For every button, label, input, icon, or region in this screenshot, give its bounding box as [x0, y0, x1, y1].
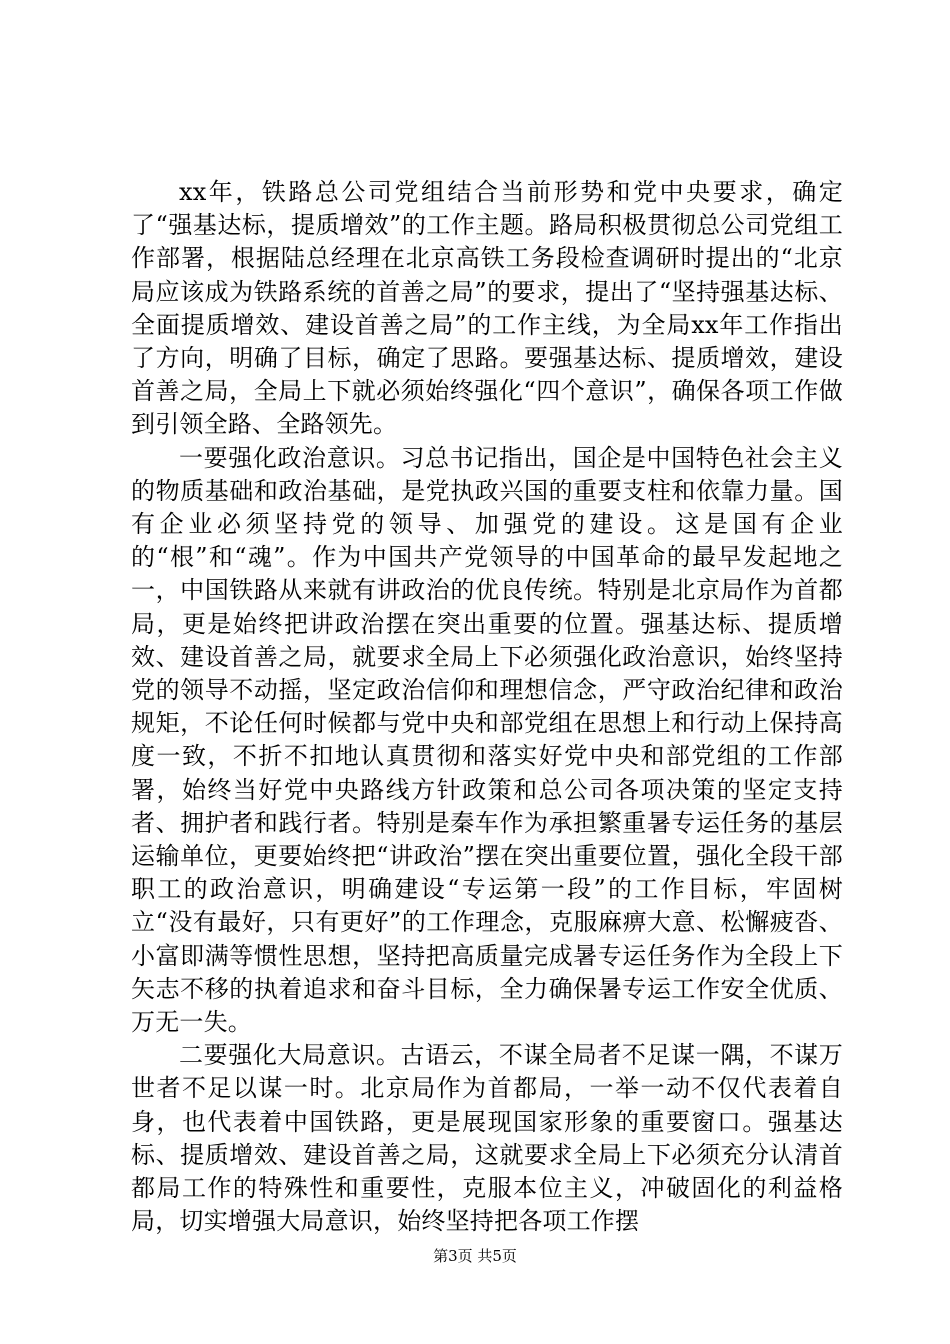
paragraph-2: 一要强化政治意识。习总书记指出，国企是中国特色社会主义的物质基础和政治基础，是党执政兴国的重要支柱和依靠力量。国有企业必须坚持党的领导、加强党的建设。这是国有企业的“根”和“魂”。作为中国共产党领导的中国革命的最早发起地之一，中国铁路从来就有讲政治的优良传统。特别是北京局作为首都局，更是始终把讲政治摆在突出重要的位置。强基达标、提质增效、建设首善之局，就要求全局上下必须强化政治意识，始终坚持党的领导不动摇，坚定政治信仰和理想信念，严守政治纪律和政治规矩，不论任何时候都与党中央和部党组在思想上和行动上保持高度一致，不折不扣地认真贯彻和落实好党中央和部党组的工作部署，始终当好党中央路线方针政策和总公司各项决策的坚定支持者、拥护者和践行者。特别是秦车作为承担繁重暑专运任务的基层运输单位，更要始终把“讲政治”摆在突出重要位置，强化全段干部职工的政治意识，明确建设“专运第一段”的工作目标，牢固树立“没有最好，只有更好”的工作理念，克服麻痹大意、松懈疲沓、小富即满等惯性思想，坚持把高质量完成暑专运任务作为全段上下矢志不移的执着追求和奋斗目标，全力确保暑专运工作安全优质、万无一失。 — [131, 443, 843, 1037]
paragraph-3: 二要强化大局意识。古语云，不谋全局者不足谋一隅，不谋万世者不足以谋一时。北京局作为首都局，一举一动不仅代表着自身，也代表着中国铁路，更是展现国家形象的重要窗口。强基达标、提质增效、建设首善之局，这就要求全局上下必须充分认清首都局工作的特殊性和重要性，克服本位主义，冲破固化的利益格局，切实增强大局意识，始终坚持把各项工作摆 — [131, 1041, 843, 1236]
document-body — [131, 176, 843, 1239]
paragraph-1: xx年，铁路总公司党组结合当前形势和党中央要求，确定了“强基达标，提质增效”的工作主题。路局积极贯彻总公司党组工作部署，根据陆总经理在北京高铁工务段检查调研时提出的“北京局应该成为铁路系统的首善之局”的要求，提出了“坚持强基达标、全面提质增效、建设首善之局”的工作主线，为全局xx年工作指出了方向，明确了目标，确定了思路。要强基达标、提质增效，建设首善之局，全局上下就必须始终强化“四个意识”，确保各项工作做到引领全路、全路领先。 — [131, 178, 843, 439]
page-number-footer: 第3页 共5页 — [433, 1247, 517, 1265]
